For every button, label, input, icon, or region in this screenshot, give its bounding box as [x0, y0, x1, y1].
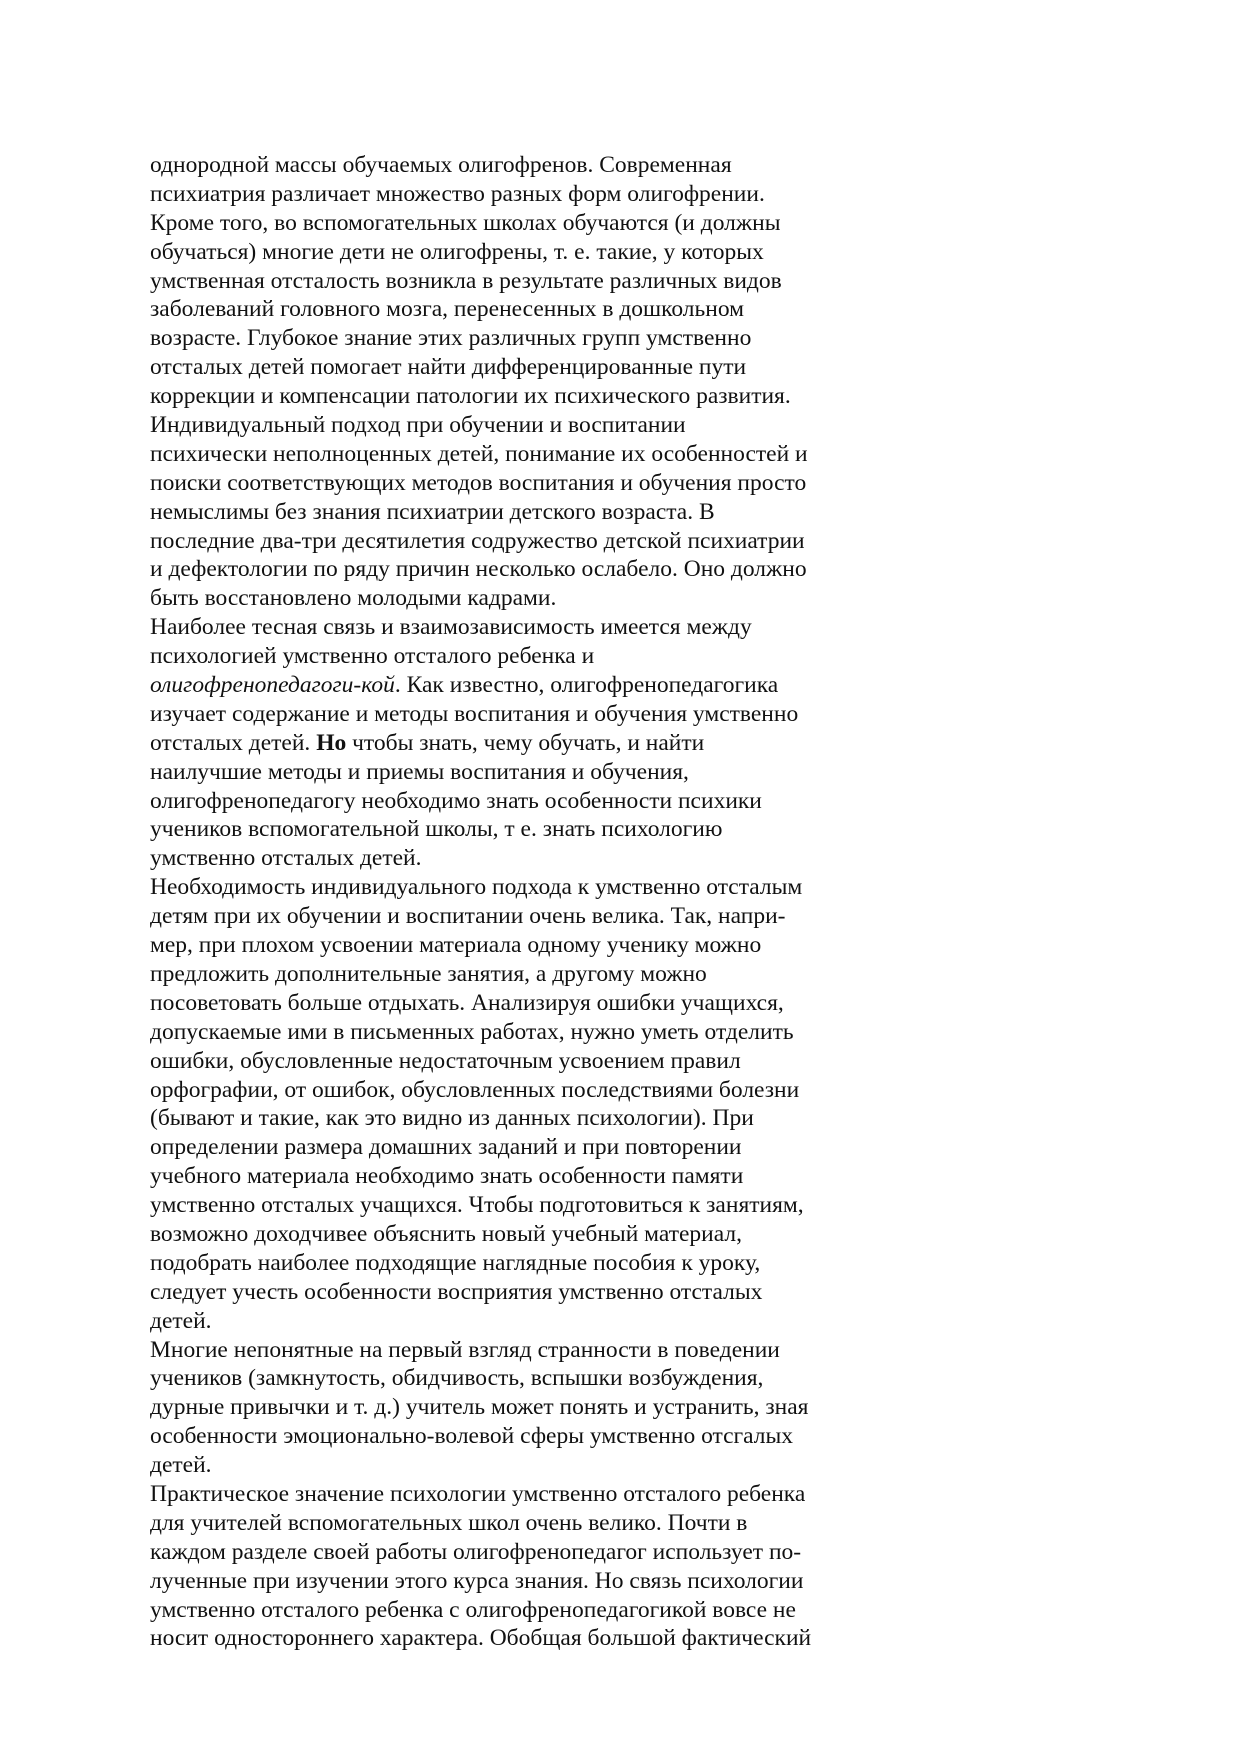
text-line — [150, 729, 870, 758]
text-line: заболеваний головного мозга, перенесенных в дошкольном — [150, 296, 745, 323]
text-line: возможно доходчивее объяснить новый учебный материал, — [150, 1220, 742, 1247]
text-line: Кроме того, во вспомогательных школах обучаются (и должны — [150, 209, 781, 236]
text-line: немыслимы без знания психиатрии детского возраста. В — [150, 498, 715, 525]
text-line: детей. — [150, 1307, 212, 1334]
text-line: следует учесть особенности восприятия умственно отсталых — [150, 1278, 763, 1305]
text-line: поиски соответствующих методов воспитания и обучения просто — [150, 469, 807, 496]
text-line: особенности эмоционально-волевой сферы умственно отсгалых — [150, 1423, 794, 1450]
text-run: отсталых детей. — [150, 729, 317, 756]
text-line: однородной массы обучаемых олигофренов. Современная — [150, 152, 732, 178]
text-line: допускаемые ими в письменных работах, нужно уметь отделить — [150, 1018, 794, 1045]
text-line: дурные привычки и т. д.) учитель может понять и устранить, зная — [150, 1394, 809, 1421]
text-line: обучаться) многие дети не олигофрены, т. е. такие, у которых — [150, 238, 764, 265]
text-line: учебного материала необходимо знать особенности памяти — [150, 1163, 744, 1190]
text-line: орфографии, от ошибок, обусловленных последствиями болезни — [150, 1076, 800, 1103]
text-line: и дефектологии по ряду причин несколько ослабело. Оно должно — [150, 556, 807, 583]
text-line: Необходимость индивидуального подхода к умственно отсталым — [150, 874, 803, 901]
body-text — [150, 151, 870, 1653]
text-line: отсталых детей помогает найти дифференцированные пути — [150, 354, 747, 381]
text-line: для учителей вспомогательных школ очень велико. Почти в — [150, 1509, 748, 1536]
text-line: Многие непонятные на первый взгляд странности в поведении — [150, 1336, 780, 1363]
text-line: умственно отсталых детей. — [150, 845, 422, 872]
text-line: носит одностороннего характера. Обобщая большой фактический — [150, 1625, 812, 1652]
bold-word: Но — [316, 729, 347, 756]
text-line: лученные при изучении этого курса знания. Но связь психологии — [150, 1567, 804, 1594]
text-line: детям при их обучении и воспитании очень велика. Так, напри- — [150, 903, 786, 930]
italic-term: олигофренопедагоги-кой — [150, 672, 395, 699]
text-line: психически неполноценных детей, понимание их особенностей и — [150, 440, 808, 467]
text-run: . Как известно, олигофренопедагогика — [394, 672, 779, 699]
text-line: детей. — [150, 1452, 212, 1479]
text-line: учеников вспомогательной школы, т е. знать психологию — [150, 816, 723, 843]
text-line: мер, при плохом усвоении материала одному ученику можно — [150, 932, 762, 959]
text-line: умственно отсталого ребенка с олигофренопедагогикой вовсе не — [150, 1596, 796, 1623]
text-line: наилучшие методы и приемы воспитания и обучения, — [150, 758, 689, 785]
text-line: подобрать наиболее подходящие наглядные пособия к уроку, — [150, 1249, 761, 1276]
text-run: чтобы знать, чему обучать, и найти — [346, 729, 705, 756]
text-line: учеников (замкнутость, обидчивость, вспышки возбуждения, — [150, 1365, 764, 1392]
text-line: Индивидуальный подход при обучении и воспитании — [150, 412, 686, 439]
text-line: ошибки, обусловленные недостаточным усвоением правил — [150, 1047, 741, 1074]
text-line: определении размера домашних заданий и при повторении — [150, 1134, 742, 1161]
text-line: умственная отсталость возникла в результате различных видов — [150, 267, 782, 294]
text-line: последние два-три десятилетия содружество детской психиатрии — [150, 527, 805, 554]
text-line: посоветовать больше отдыхать. Анализируя ошибки учащихся, — [150, 989, 784, 1016]
text-line: предложить дополнительные занятия, а другому можно — [150, 960, 707, 987]
text-line: каждом разделе своей работы олигофренопедагог использует по- — [150, 1538, 802, 1565]
text-line: психиатрия различает множество разных форм олигофрении. — [150, 180, 765, 207]
text-line: умственно отсталых учащихся. Чтобы подготовиться к занятиям, — [150, 1192, 804, 1219]
text-line: (бывают и такие, как это видно из данных психологии). При — [150, 1105, 754, 1132]
text-line: Наиболее тесная связь и взаимозависимость имеется между — [150, 614, 752, 641]
text-line: Практическое значение психологии умственно отсталого ребенка — [150, 1480, 806, 1507]
text-line: психологией умственно отсталого ребенка и — [150, 643, 595, 670]
text-line: изучает содержание и методы воспитания и обучения умственно — [150, 700, 799, 727]
text-line: возрасте. Глубокое знание этих различных групп умственно — [150, 325, 752, 352]
text-line — [150, 671, 870, 700]
text-line: быть восстановлено молодыми кадрами. — [150, 585, 557, 612]
text-line: олигофренопедагогу необходимо знать особенности психики — [150, 787, 762, 814]
text-line: коррекции и компенсации патологии их психического развития. — [150, 383, 791, 410]
